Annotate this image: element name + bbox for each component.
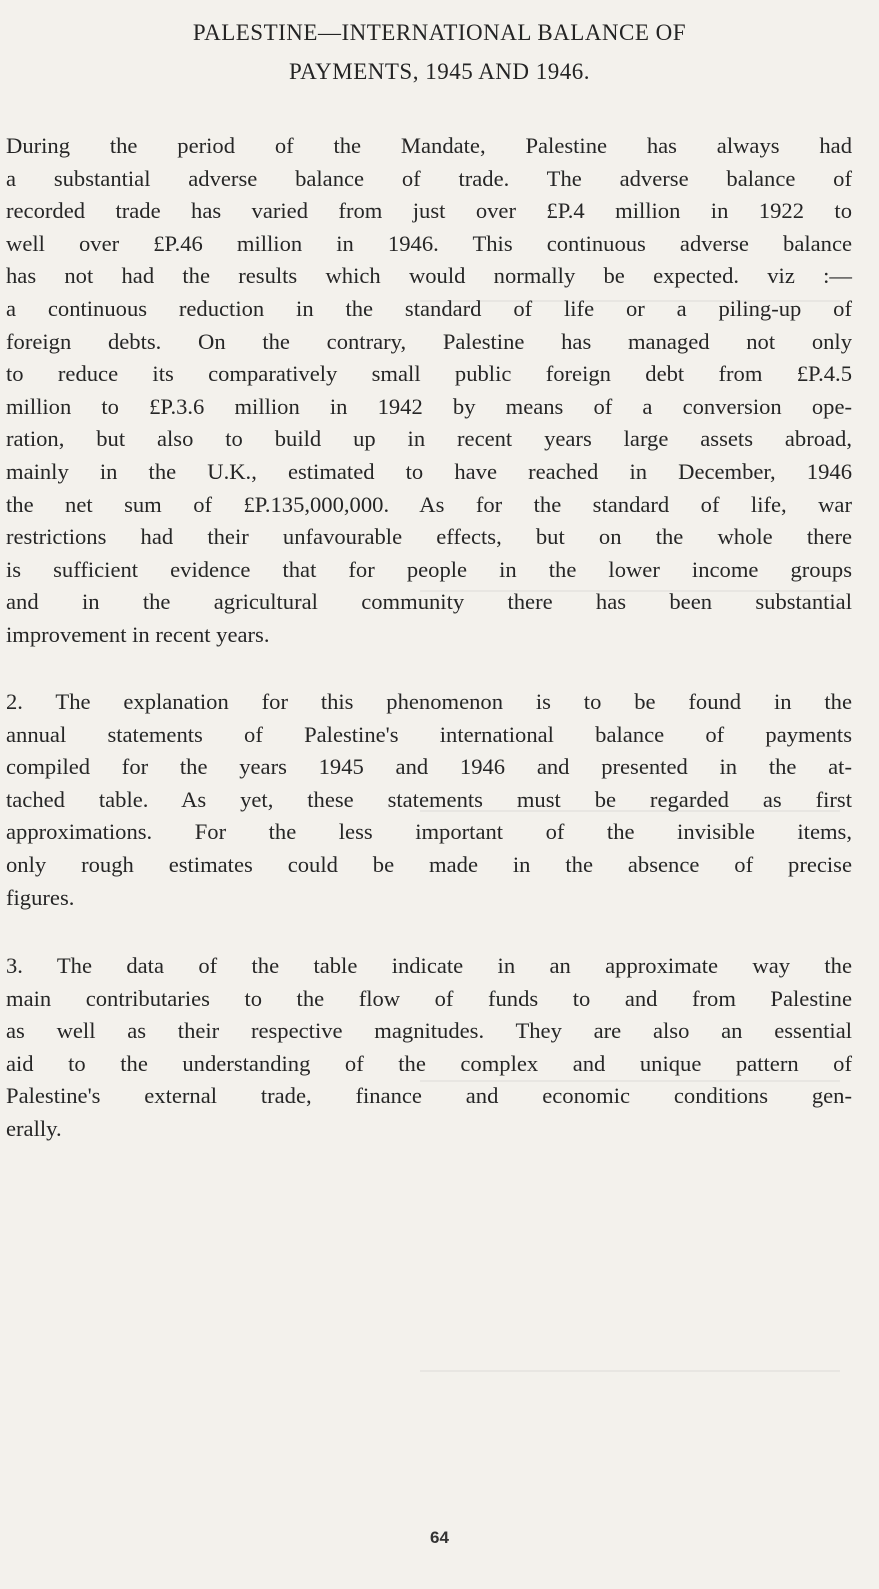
paragraph-line: approximations. For the less important of the invisible items,: [6, 819, 852, 845]
paragraph-line: the net sum of £P.135,000,000. As for the standard of life, war: [6, 491, 852, 517]
paragraph-line: well over £P.46 million in 1946. This continuous adverse balance: [6, 230, 852, 256]
paragraph-line: tached table. As yet, these statements must be regarded as first: [6, 786, 852, 812]
paragraph-line: and in the agricultural community there has been substantial: [6, 589, 852, 615]
paragraph-line: recorded trade has varied from just over £P.4 million in 1922 to: [6, 198, 852, 224]
paragraph-line: ration, but also to build up in recent years large assets abroad,: [6, 426, 852, 452]
paragraph-line: aid to the understanding of the complex and unique pattern of: [6, 1050, 852, 1076]
paragraph-line: to reduce its comparatively small public foreign debt from £P.4.5: [6, 361, 852, 387]
paragraph-line: mainly in the U.K., estimated to have reached in December, 1946: [6, 458, 852, 484]
paragraph-line: main contributaries to the flow of funds to and from Palestine: [6, 985, 852, 1011]
paragraph-line: compiled for the years 1945 and 1946 and presented in the at-: [6, 754, 852, 780]
paragraph-line: figures.: [6, 884, 75, 910]
paragraph-line: is sufficient evidence that for people in the lower income groups: [6, 556, 852, 582]
paragraph-line: Palestine's external trade, finance and economic conditions gen-: [6, 1083, 852, 1109]
paragraph-3: [6, 950, 852, 1146]
paragraph-line: restrictions had their unfavourable effects, but on the whole there: [6, 524, 852, 550]
page-number: 64: [430, 1528, 449, 1547]
document-title-line-1: PALESTINE—INTERNATIONAL BALANCE OF: [192, 20, 687, 45]
paragraph-line: a continuous reduction in the standard of life or a piling-up of: [6, 295, 852, 321]
paragraph-line: a substantial adverse balance of trade. The adverse balance of: [6, 165, 852, 191]
paragraph-line: only rough estimates could be made in the absence of precise: [6, 851, 852, 877]
paragraph-line: foreign debts. On the contrary, Palestine has managed not only: [6, 328, 852, 354]
paragraph-line: 3. The data of the table indicate in an approximate way the: [6, 953, 852, 978]
paragraph-1: [6, 130, 852, 652]
paragraph-line: 2. The explanation for this phenomenon is to be found in the: [6, 689, 852, 714]
paragraph-line: has not had the results which would normally be expected. viz :—: [6, 263, 852, 289]
document-title-line-2: PAYMENTS, 1945 AND 1946.: [288, 59, 591, 84]
paragraph-2: [6, 686, 852, 914]
paragraph-line: During the period of the Mandate, Palestine has always had: [6, 133, 852, 158]
paragraph-line: as well as their respective magnitudes. They are also an essential: [6, 1018, 852, 1044]
paragraph-line: annual statements of Palestine's international balance of payments: [6, 721, 852, 747]
paragraph-line: erally.: [6, 1115, 62, 1141]
paragraph-line: improvement in recent years.: [6, 621, 270, 647]
paragraph-line: million to £P.3.6 million in 1942 by means of a conversion ope-: [6, 393, 852, 419]
